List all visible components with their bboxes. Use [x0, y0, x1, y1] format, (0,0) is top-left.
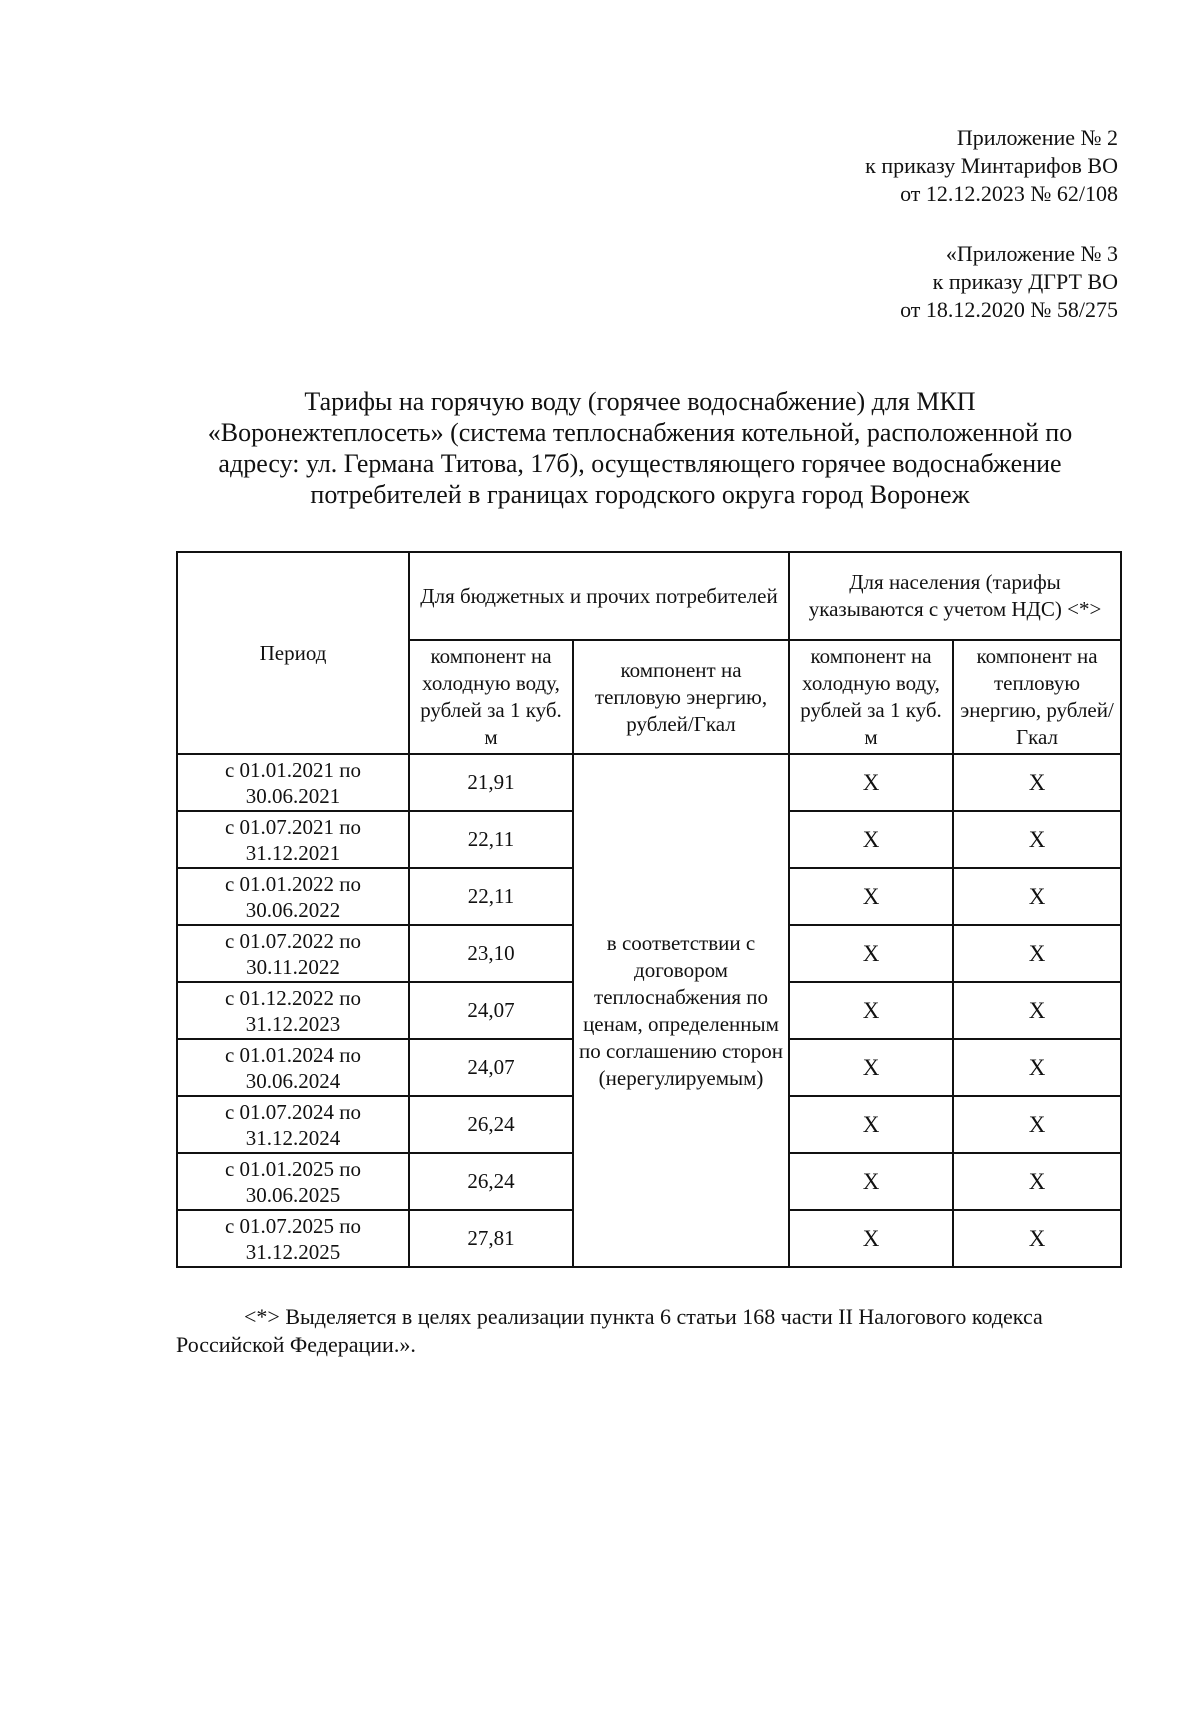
header-budget-cold-water: компонент на холодную воду, рублей за 1 куб. м: [409, 640, 573, 754]
period-to: 30.06.2024: [245, 1068, 341, 1093]
cold-water-value: 22,11: [409, 811, 573, 868]
population-cold-water-value: Х: [789, 754, 953, 811]
header-group-population: Для населения (тарифы указываются с учетом НДС) <*>: [789, 552, 1121, 640]
header-budget-heat-energy: компонент на тепловую энергию, рублей/Гкал: [573, 640, 789, 754]
title-line: потребителей в границах городского округа город Воронеж: [310, 480, 970, 509]
period-from: с 01.07.2025 по: [224, 1213, 362, 1238]
period-to: 31.12.2024: [245, 1125, 341, 1150]
period-cell: [177, 1210, 409, 1267]
population-heat-energy-value: Х: [953, 1153, 1121, 1210]
period-to: 31.12.2025: [245, 1239, 341, 1264]
vat-footnote: <*> Выделяется в целях реализации пункта 6 статьи 168 части II Налогового кодекса Российской Федерации.».: [176, 1304, 1043, 1357]
period-from: с 01.07.2024 по: [224, 1099, 362, 1124]
cold-water-value: 26,24: [409, 1153, 573, 1210]
appendix-line: к приказу ДГРТ ВО: [932, 269, 1118, 294]
period-cell: [177, 925, 409, 982]
header-population-heat-energy: компонент на тепловую энергию, рублей/Гкал: [953, 640, 1121, 754]
period-to: 30.06.2021: [245, 783, 341, 808]
period-from: с 01.07.2021 по: [224, 814, 362, 839]
period-to: 31.12.2023: [245, 1011, 341, 1036]
appendix-line: к приказу Минтарифов ВО: [865, 153, 1118, 178]
population-cold-water-value: Х: [789, 982, 953, 1039]
table-header-row: [177, 552, 1121, 640]
population-heat-energy-value: Х: [953, 1096, 1121, 1153]
cold-water-value: 22,11: [409, 868, 573, 925]
period-to: 30.06.2022: [245, 897, 341, 922]
population-heat-energy-value: Х: [953, 811, 1121, 868]
population-heat-energy-value: Х: [953, 1210, 1121, 1267]
title-line: «Воронежтеплосеть» (система теплоснабжения котельной, расположенной по: [207, 418, 1073, 447]
population-heat-energy-value: Х: [953, 982, 1121, 1039]
period-from: с 01.01.2024 по: [224, 1042, 362, 1067]
appendix-line: от 12.12.2023 № 62/108: [900, 181, 1118, 206]
population-heat-energy-value: Х: [953, 1039, 1121, 1096]
table-row: [177, 754, 1121, 811]
tariff-table: [176, 551, 1122, 1268]
appendix-line: «Приложение № 3: [945, 241, 1118, 266]
heat-energy-merged-note: в соответствии с договором теплоснабжения по ценам, определенным по соглашению сторон (нерегулируемым): [573, 754, 789, 1267]
document-title: [160, 386, 1120, 510]
header-period: Период: [177, 552, 409, 754]
period-cell: [177, 1096, 409, 1153]
cold-water-value: 24,07: [409, 1039, 573, 1096]
title-line: адресу: ул. Германа Титова, 17б), осуществляющего горячее водоснабжение: [218, 449, 1062, 478]
appendix-line: от 18.12.2020 № 58/275: [900, 297, 1118, 322]
population-cold-water-value: Х: [789, 1153, 953, 1210]
header-group-budget: Для бюджетных и прочих потребителей: [409, 552, 789, 640]
period-to: 30.06.2025: [245, 1182, 341, 1207]
population-heat-energy-value: Х: [953, 754, 1121, 811]
population-cold-water-value: Х: [789, 1210, 953, 1267]
period-cell: [177, 811, 409, 868]
period-to: 30.11.2022: [246, 954, 340, 979]
population-cold-water-value: Х: [789, 1096, 953, 1153]
population-heat-energy-value: Х: [953, 925, 1121, 982]
header-population-cold-water: компонент на холодную воду, рублей за 1 куб. м: [789, 640, 953, 754]
cold-water-value: 23,10: [409, 925, 573, 982]
period-to: 31.12.2021: [245, 840, 341, 865]
appendix-line: Приложение № 2: [956, 125, 1118, 150]
period-cell: [177, 1153, 409, 1210]
period-from: с 01.01.2021 по: [224, 757, 362, 782]
population-cold-water-value: Х: [789, 1039, 953, 1096]
title-line: Тарифы на горячую воду (горячее водоснабжение) для МКП: [304, 387, 976, 416]
period-from: с 01.07.2022 по: [224, 928, 362, 953]
period-cell: [177, 754, 409, 811]
period-cell: [177, 982, 409, 1039]
population-cold-water-value: Х: [789, 868, 953, 925]
cold-water-value: 24,07: [409, 982, 573, 1039]
period-from: с 01.12.2022 по: [224, 985, 362, 1010]
population-cold-water-value: Х: [789, 925, 953, 982]
cold-water-value: 21,91: [409, 754, 573, 811]
cold-water-value: 27,81: [409, 1210, 573, 1267]
period-from: с 01.01.2022 по: [224, 871, 362, 896]
appendix-header-amended: [900, 240, 1118, 324]
population-heat-energy-value: Х: [953, 868, 1121, 925]
period-cell: [177, 868, 409, 925]
population-cold-water-value: Х: [789, 811, 953, 868]
period-from: с 01.01.2025 по: [224, 1156, 362, 1181]
period-cell: [177, 1039, 409, 1096]
cold-water-value: 26,24: [409, 1096, 573, 1153]
appendix-header-current: [865, 124, 1118, 208]
